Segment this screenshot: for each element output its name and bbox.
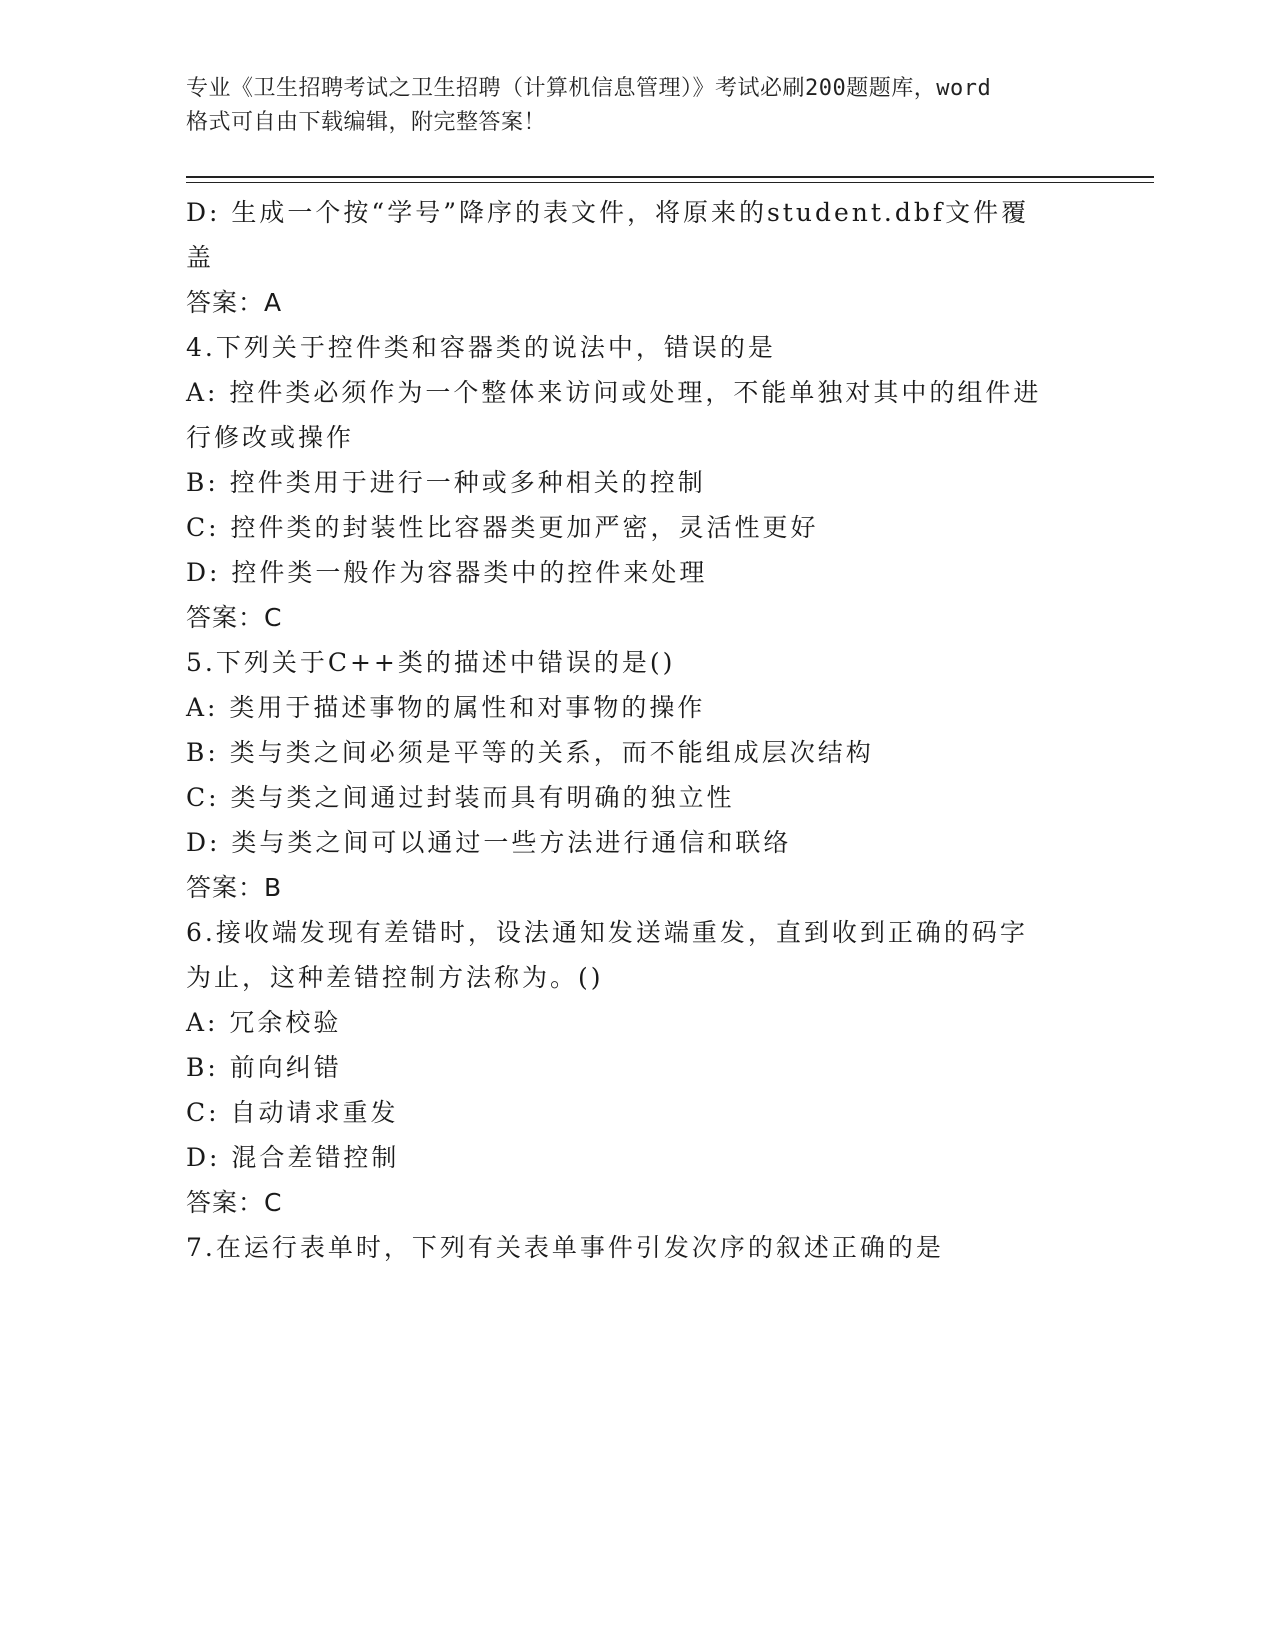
option-b: B: 前向纠错 [186, 1053, 342, 1082]
option-d: D: 类与类之间可以通过一些方法进行通信和联络 [186, 828, 792, 857]
header-rule-thin [186, 182, 1154, 183]
option-a-continued: 行修改或操作 [186, 423, 355, 452]
answer: 答案：A [186, 288, 283, 317]
option-d: D: 混合差错控制 [186, 1143, 400, 1172]
question-block-5 [186, 640, 1086, 910]
answer: 答案：C [186, 603, 283, 632]
question-stem-continued: 为止，这种差错控制方法称为。() [186, 963, 604, 992]
question-stem: 4.下列关于控件类和容器类的说法中，错误的是 [186, 333, 776, 362]
option-a: A: 控件类必须作为一个整体来访问或处理，不能单独对其中的组件进 [186, 378, 1042, 407]
option-d-continued: 盖 [186, 243, 215, 272]
question-block-3-tail [186, 190, 1086, 325]
header-rule-thick [186, 176, 1154, 178]
option-a: A: 冗余校验 [186, 1008, 342, 1037]
question-block-7 [186, 1225, 1086, 1270]
document-header [186, 72, 1086, 140]
question-stem: 6.接收端发现有差错时，设法通知发送端重发，直到收到正确的码字 [186, 918, 1028, 947]
option-a: A: 类用于描述事物的属性和对事物的操作 [186, 693, 706, 722]
option-c: C: 自动请求重发 [186, 1098, 399, 1127]
header-line-1: 专业《卫生招聘考试之卫生招聘（计算机信息管理）》考试必刷200题题库，word [186, 76, 992, 101]
answer: 答案：C [186, 1188, 283, 1217]
question-stem: 5.下列关于C++类的描述中错误的是() [186, 648, 676, 677]
question-block-4 [186, 325, 1086, 640]
question-stem: 7.在运行表单时，下列有关表单事件引发次序的叙述正确的是 [186, 1233, 944, 1262]
header-line-2: 格式可自由下载编辑，附完整答案！ [186, 110, 547, 135]
question-block-6 [186, 910, 1086, 1225]
option-d: D: 生成一个按“学号”降序的表文件，将原来的student.dbf文件覆 [186, 198, 1030, 227]
question-list [186, 190, 1086, 1270]
option-c: C: 控件类的封装性比容器类更加严密，灵活性更好 [186, 513, 819, 542]
option-c: C: 类与类之间通过封装而具有明确的独立性 [186, 783, 735, 812]
answer: 答案：B [186, 873, 283, 902]
option-d: D: 控件类一般作为容器类中的控件来处理 [186, 558, 708, 587]
option-b: B: 控件类用于进行一种或多种相关的控制 [186, 468, 706, 497]
option-b: B: 类与类之间必须是平等的关系，而不能组成层次结构 [186, 738, 874, 767]
